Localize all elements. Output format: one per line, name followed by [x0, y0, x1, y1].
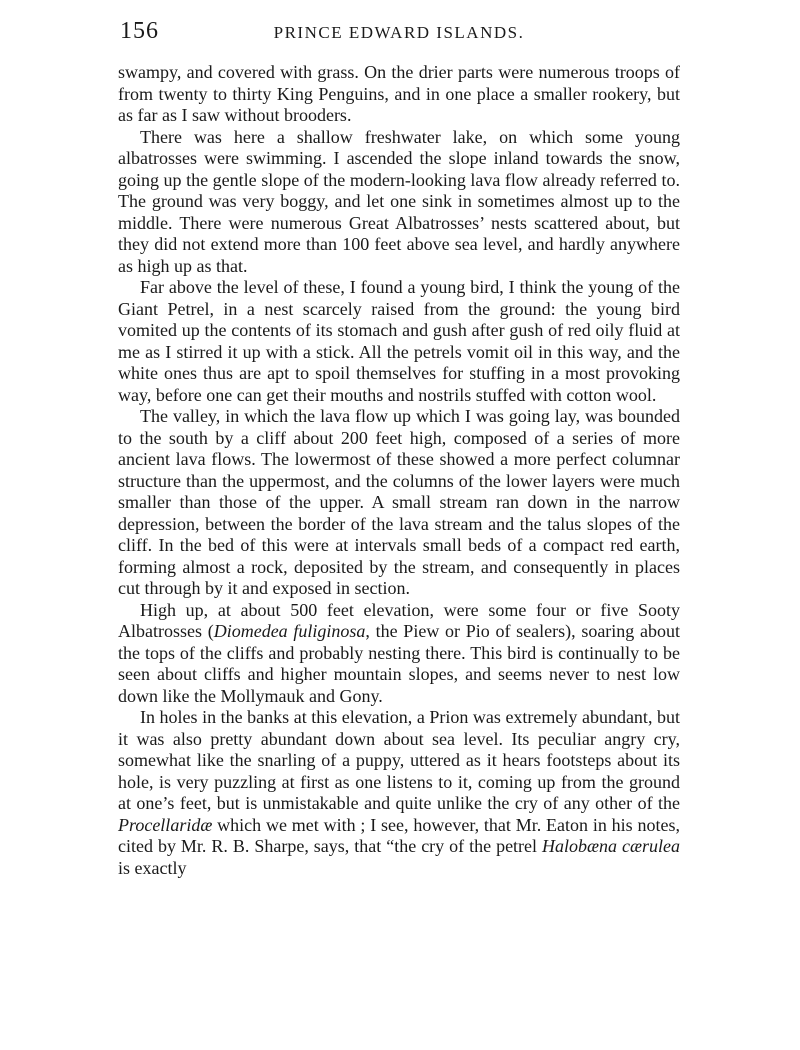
paragraph-text: Far above the level of these, I found a young bird, I think the young of the Giant Petrel, in a nest scarcely raised from the ground: the young bird vomited up the contents of its stomach and gush after gush of red oily fluid at me as I stirred it up with a stick. All the petrels vomit oil in this way, and the white ones thus are apt to spoil themselves for stuffing in a most provoking way, before one can get their mouths and nostrils stuffed with cotton wool.: [118, 277, 680, 405]
species-name-italic: Diomedea fuliginosa: [213, 621, 366, 641]
paragraph-text: , the Piew or Pio of sealers), soaring about the tops of the cliffs and probably nesting there. This bird is continually to be seen about cliffs and higher mountain slopes, and seems never to nest low down like the Mollymauk and Gony.: [118, 621, 681, 706]
running-title: PRINCE EDWARD ISLANDS.: [273, 23, 525, 42]
species-name-italic: Halobæna cærulea: [542, 836, 680, 856]
paragraph-text: The valley, in which the lava flow up which I was going lay, was bounded to the south by a cliff about 200 feet high, composed of a series of more ancient lava flows. The lowermost of these showed a more perfect columnar structure than the uppermost, and the columns of the lower layers were much smaller than those of the upper. A small stream ran down in the narrow depression, between the border of the lava stream and the talus slopes of the cliff. In the bed of this were at intervals small beds of a compact red earth, forming almost a rock, deposited by the stream, and consequently in places cut through by it and exposed in section.: [118, 406, 680, 598]
book-page: [118, 18, 680, 879]
paragraph-text: is exactly: [118, 857, 187, 878]
paragraph-5: [118, 600, 680, 708]
paragraph-6: [118, 707, 680, 879]
paragraph-2: [118, 127, 680, 278]
page-header: [118, 18, 680, 52]
body-text: [118, 62, 680, 879]
paragraph-text: swampy, and covered with grass. On the drier parts were numerous troops of from twenty to thirty King Penguins, and in one place a smaller rookery, but as far as I saw without brooders.: [118, 62, 680, 125]
family-name-italic: Procellaridæ: [118, 814, 213, 835]
paragraph-text: High up, at about 500 feet elevation, were some four or five Sooty Albatrosses (: [118, 599, 680, 641]
paragraph-3: [118, 277, 680, 406]
paragraph-text: which we met with ; I see, however, that Mr. Eaton in his notes, cited by Mr. R. B. Sharpe, says, that “the cry of the petrel: [118, 814, 680, 856]
page-number: 156: [120, 18, 159, 44]
paragraph-4: [118, 406, 680, 600]
paragraph-text: There was here a shallow freshwater lake, on which some young albatrosses were swimming. I ascended the slope inland towards the snow, going up the gentle slope of the modern-looking lava flow already referred to. The ground was very boggy, and let one sink in sometimes almost up to the middle. There were numerous Great Albatrosses’ nests scattered about, but they did not extend more than 100 feet above sea level, and hardly anywhere as high up as that.: [118, 126, 680, 276]
paragraph-1: [118, 62, 680, 127]
paragraph-text: In holes in the banks at this elevation, a Prion was extremely abundant, but it was also pretty abundant down about sea level. Its peculiar angry cry, somewhat like the snarling of a puppy, uttered as it hears footsteps about its hole, is very puzzling at first as one listens to it, coming up from the ground at one’s feet, but is unmistakable and quite unlike the cry of any other of the: [118, 707, 680, 813]
